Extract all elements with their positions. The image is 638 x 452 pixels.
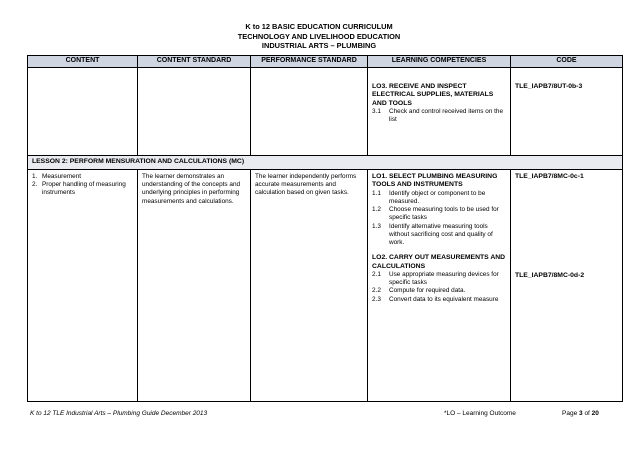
competency-text: Compute for required data. [389, 287, 466, 295]
of-label: of [584, 410, 590, 417]
content-item [32, 181, 133, 197]
competency-item [372, 271, 506, 287]
lo1-title: LO1. SELECT PLUMBING MEASURING TOOLS AND INSTRUMENTS [372, 173, 498, 189]
content-standard-cell [138, 170, 251, 402]
learning-competencies-cell [368, 68, 511, 156]
column-header-code: CODE [511, 56, 623, 68]
competency-item [372, 190, 506, 206]
content-standard-cell [138, 68, 251, 156]
header-line-specialization: INDUSTRIAL ARTS – PLUMBING [261, 41, 377, 51]
content-cell [28, 170, 138, 402]
column-header-performance-standard: PERFORMANCE STANDARD [251, 56, 368, 68]
curriculum-table [27, 55, 623, 402]
content-number: 2. [32, 181, 38, 189]
header-line-curriculum: K to 12 BASIC EDUCATION CURRICULUM [245, 22, 393, 31]
competency-item [372, 287, 506, 295]
column-header-content: CONTENT [28, 56, 138, 68]
performance-standard-cell [251, 68, 368, 156]
lo1-code: TLE_IAPB7/8MC-0c-1 [515, 173, 584, 180]
table-row [28, 68, 623, 156]
code-cell [511, 170, 623, 402]
competency-item [372, 206, 506, 222]
competency-number: 2.1 [372, 271, 381, 279]
content-number: 1. [32, 173, 38, 180]
header-line-subject: TECHNOLOGY AND LIVELIHOOD EDUCATION [237, 31, 401, 41]
learning-competencies-cell [368, 170, 511, 402]
competency-number: 2.3 [372, 295, 381, 303]
competency-text: Choose measuring tools to be used for specific tasks [389, 206, 499, 222]
document-header [0, 22, 638, 51]
competency-text: Check and control received items on the list [389, 108, 504, 124]
competency-number: 3.1 [372, 108, 381, 116]
lo3-code: TLE_IAPB7/8UT-0b-3 [515, 83, 583, 90]
table-header-row [28, 56, 623, 68]
performance-standard-text: The learner independently performs accurate measurements and calculation based on given tasks. [255, 173, 357, 197]
current-page: 3 [579, 410, 583, 417]
total-pages: 20 [591, 410, 599, 417]
column-header-learning-competencies: LEARNING COMPETENCIES [368, 56, 511, 68]
table-row [28, 170, 623, 402]
footer-guide-title: K to 12 TLE Industrial Arts – Plumbing Guide December 2013 [30, 410, 208, 417]
competency-item [372, 108, 506, 124]
content-standard-text: The learner demonstrates an understanding of the concepts and underlying principles in performing measurements and calculations. [142, 173, 241, 205]
competency-text: Convert data to its equivalent measure [389, 295, 499, 303]
content-text: Proper handling of measuring instruments [42, 181, 126, 197]
competency-number: 2.2 [372, 287, 381, 295]
lo2-title: LO2. CARRY OUT MEASUREMENTS AND CALCULATIONS [372, 254, 506, 270]
competency-item [372, 296, 506, 304]
competency-text: Identify alternative measuring tools without sacrificing cost and quality of work. [389, 222, 493, 247]
competency-number: 1.2 [372, 206, 381, 214]
content-text: Measurement [42, 173, 82, 180]
column-header-content-standard: CONTENT STANDARD [138, 56, 251, 68]
lo3-title: LO3. RECEIVE AND INSPECT ELECTRICAL SUPPLIES, MATERIALS AND TOOLS [372, 83, 494, 107]
competency-number: 1.1 [372, 189, 381, 197]
competency-number: 1.3 [372, 222, 381, 230]
content-item [32, 173, 133, 181]
competency-text: Identify object or component to be measured. [389, 189, 486, 206]
code-cell [511, 68, 623, 156]
lesson-title: LESSON 2: PERFORM MENSURATION AND CALCULATIONS (MC) [28, 156, 623, 170]
competency-text: Use appropriate measuring devices for specific tasks [389, 271, 499, 287]
competency-item [372, 223, 506, 248]
lesson-row [28, 156, 623, 170]
performance-standard-cell [251, 170, 368, 402]
footer-lo-note: *LO – Learning Outcome [444, 410, 516, 417]
lo2-code: TLE_IAPB7/8MC-0d-2 [515, 272, 585, 280]
footer-page-number [562, 410, 599, 417]
page-label: Page [562, 410, 578, 417]
content-cell [28, 68, 138, 156]
